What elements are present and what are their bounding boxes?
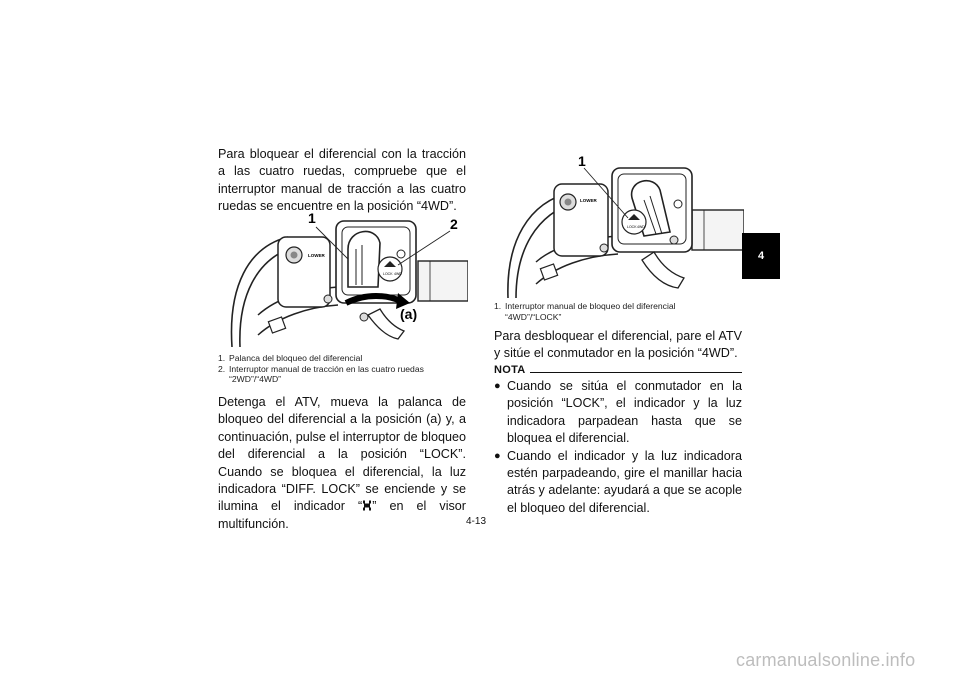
caption-number: 1. (218, 353, 226, 363)
nota-header (494, 364, 742, 376)
intro-paragraph: Para bloquear el diferencial con la tracción a las cuatro ruedas, compruebe que el interruptor manual de tracción a las cuatro ruedas se encuentre en la posición “4WD”. (218, 147, 466, 214)
body-text-after-icon: ” en el visor multifunción. (218, 499, 466, 531)
nota-text: Cuando se sitúa el conmutador en la posición “LOCK”, el indicador y la luz indicadora parpadean hasta que se bloquea el diferencial. (507, 379, 742, 446)
nota-section (494, 364, 742, 517)
nota-item (494, 448, 742, 518)
nota-rule (530, 372, 742, 373)
handlebar-illustration-2 (494, 152, 744, 298)
caption-text-continued: “2WD”/“4WD” (229, 374, 282, 384)
caption-text: Palanca del bloqueo del diferencial (229, 353, 363, 363)
watermark: carmanualsonline.info (736, 650, 916, 670)
figure-differential-lever (218, 207, 468, 347)
callout-1: 1 (578, 153, 586, 169)
knob-label-4wd: 4WD (637, 225, 645, 229)
caption-number: 2. (218, 363, 226, 374)
bullet-icon: ● (494, 380, 501, 392)
chapter-tab: 4 (742, 233, 780, 279)
bullet-icon: ● (494, 449, 501, 462)
callout-2: 2 (450, 216, 458, 232)
body-text-before-icon: Detenga el ATV, mueva la palanca de bloqueo del diferencial a la posición (a) y, a continuación, pulse el interruptor de bloqueo del diferencial a la posición “LOCK”. Cuando se bloquea el diferencial, la luz indicadora “DIFF. LOCK” se enciende y se ilumina el indicador “ (218, 395, 466, 514)
lower-label: LOWER (308, 253, 325, 258)
diff-lock-icon (362, 500, 372, 511)
handlebar-illustration-1 (218, 207, 468, 347)
caption-item (218, 353, 468, 364)
page-number: 4-13 (466, 516, 487, 527)
body-paragraph (218, 394, 466, 533)
lower-label: LOWER (580, 198, 597, 203)
figure-diff-lock-switch (494, 152, 744, 298)
callout-1: 1 (308, 210, 316, 226)
nota-item (494, 378, 742, 448)
caption-item (218, 364, 468, 385)
caption-text: Interruptor manual de bloqueo del diferencial (505, 301, 676, 311)
caption-number: 1. (494, 301, 502, 311)
figure2-captions (494, 301, 744, 322)
knob-label-lock: LOCK (627, 225, 637, 229)
knob-label-4wd: 4WD (394, 272, 402, 276)
knob-label-lock: LOCK (383, 272, 393, 276)
callout-a: (a) (400, 306, 418, 322)
caption-text-continued: “4WD”/“LOCK” (505, 311, 562, 322)
figure1-captions (218, 353, 468, 385)
unlock-paragraph: Para desbloquear el diferencial, pare el ATV y sitúe el conmutador en la posición “4WD”. (494, 329, 742, 361)
nota-label: NOTA (494, 364, 526, 376)
nota-text: Cuando el indicador y la luz indicadora estén parpadeando, gire el manillar hacia atrás y adelante: ayudará a que se acople el bloqueo del diferencial. (507, 448, 742, 515)
caption-item (494, 301, 744, 322)
caption-text: Interruptor manual de tracción en las cuatro ruedas (229, 363, 424, 374)
